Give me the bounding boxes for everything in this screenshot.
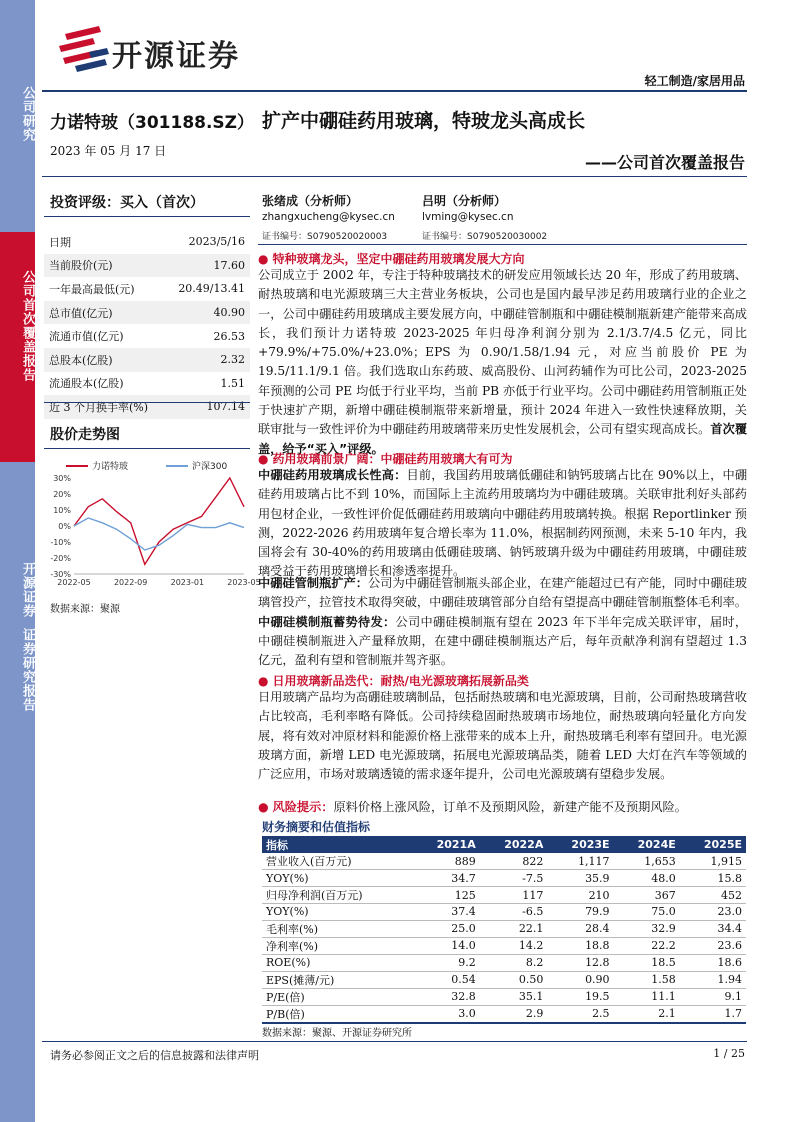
table-cell: 75.0 [614, 904, 680, 921]
table-cell: 48.0 [614, 870, 680, 887]
table-header-cell: 2024E [614, 836, 680, 853]
table-row [262, 954, 746, 971]
table-cell: ROE(%) [262, 954, 412, 971]
stats-value: 1.51 [220, 376, 245, 390]
table-row [262, 1005, 746, 1023]
financial-table [262, 836, 746, 1024]
table-cell: 2.5 [547, 1005, 613, 1023]
section-heading [258, 250, 747, 267]
table-cell: -7.5 [480, 870, 548, 887]
table-row [262, 904, 746, 921]
table-cell: 11.1 [614, 988, 680, 1005]
stats-row [44, 395, 250, 419]
table-cell: 889 [412, 853, 480, 870]
stats-value: 2023/5/16 [188, 235, 245, 249]
stats-label: 总市值(亿元) [49, 306, 113, 320]
analyst-email[interactable]: zhangxucheng@kysec.cn [262, 211, 395, 223]
table-cell: 19.5 [547, 988, 613, 1005]
table-cell: 822 [480, 853, 548, 870]
analyst-email[interactable]: lvming@kysec.cn [422, 211, 514, 223]
side-label-company-research: 公司研究 [20, 86, 35, 142]
y-tick-label: 20% [53, 490, 71, 499]
table-cell: 归母净利润(百万元) [262, 887, 412, 904]
section-title: 日用玻璃新品迭代：耐热/电光源玻璃拓展新品类 [272, 674, 529, 688]
table-cell: 2.9 [480, 1005, 548, 1023]
section-paragraph [258, 466, 747, 582]
table-row [262, 853, 746, 870]
table-cell: 3.0 [412, 1005, 480, 1023]
table-row [262, 887, 746, 904]
stats-label: 一年最高最低(元) [49, 282, 135, 296]
bullet-icon: ● [258, 800, 273, 814]
table-row [262, 937, 746, 954]
stats-row [44, 254, 250, 278]
chart-source: 数据来源：聚源 [50, 604, 120, 615]
stats-row [44, 348, 250, 372]
table-cell: 1.94 [680, 971, 746, 988]
stats-label: 流通股本(亿股) [49, 377, 124, 391]
section-paragraph [258, 688, 747, 784]
paragraph-text: 日用玻璃产品均为高硼硅玻璃制品，包括耐热玻璃和电光源玻璃，目前，公司耐热玻璃营收占比较高，毛利率略有降低。公司持续稳固耐热玻璃市场地位，耐热玻璃向轻量化方向发展，将有效对冲原材料和能源价格上涨带来的成本上升，耐热玻璃毛利率有望回升。电光源玻璃方面，新增 LED 电光源玻璃，拓展电光源玻璃品类，随着 LED 大灯在汽车等领域的广泛应用，市场对玻璃透镜的需求逐年提升，公司电光源玻璃有望稳步发展。 [258, 690, 747, 782]
table-cell: P/E(倍) [262, 988, 412, 1005]
table-cell: 营业收入(百万元) [262, 853, 412, 870]
section-heading [258, 450, 747, 467]
bullet-icon: ● [258, 252, 269, 266]
risk-text: 原料价格上涨风险，订单不及预期风险，新建产能不及预期风险。 [333, 800, 687, 814]
table-cell: 14.0 [412, 937, 480, 954]
table-source: 数据来源：聚源、开源证券研究所 [262, 1028, 412, 1039]
rating-conclusion: 首次覆盖，给予“买入”评级。 [258, 422, 748, 456]
x-tick-label: 2023-01 [170, 578, 205, 587]
trend-divider [44, 448, 250, 449]
table-cell: YOY(%) [262, 904, 412, 921]
stats-label: 近 3 个月换手率(%) [49, 400, 149, 414]
table-cell: 452 [680, 887, 746, 904]
table-cell: 0.50 [480, 971, 548, 988]
table-cell: YOY(%) [262, 870, 412, 887]
report-date: 2023 年 05 月 17 日 [50, 144, 167, 158]
bullet-icon: ● [258, 452, 269, 466]
stats-label: 流通市值(亿元) [49, 330, 124, 344]
analyst-name: 吕明（分析师） [422, 194, 507, 208]
table-cell: 14.2 [480, 937, 548, 954]
analyst-cert: 证书编号：S0790520030002 [422, 232, 548, 242]
table-cell: 22.1 [480, 920, 548, 937]
stats-value: 17.60 [213, 258, 245, 272]
table-cell: 18.5 [614, 954, 680, 971]
table-cell: 32.8 [412, 988, 480, 1005]
stats-label: 当前股价(元) [49, 259, 113, 273]
stats-value: 20.49/13.41 [178, 282, 245, 296]
stats-value: 26.53 [213, 329, 245, 343]
table-cell: 23.6 [680, 937, 746, 954]
section-paragraph [258, 266, 747, 459]
report-title: 扩产中硼硅药用玻璃，特玻龙头高成长 [262, 110, 586, 132]
analyst-divider [258, 244, 747, 245]
company-name: 力诺特玻（301188.SZ） [50, 113, 254, 133]
financial-table-title: 财务摘要和估值指标 [262, 820, 371, 834]
table-cell: 2.1 [614, 1005, 680, 1023]
x-tick-label: 2022-05 [57, 578, 91, 587]
stats-value: 40.90 [213, 306, 245, 320]
stats-row [44, 301, 250, 325]
table-cell: 1,117 [547, 853, 613, 870]
table-cell: 15.8 [680, 870, 746, 887]
table-header-cell: 2025E [680, 836, 746, 853]
table-cell: 37.4 [412, 904, 480, 921]
table-header-cell: 指标 [262, 836, 412, 853]
table-cell: 35.1 [480, 988, 548, 1005]
y-tick-label: -10% [50, 538, 71, 547]
y-tick-label: 30% [53, 474, 71, 483]
table-cell: 23.0 [680, 904, 746, 921]
paragraph-lead: 中硼硅药用玻璃成长性高： [258, 468, 407, 482]
logo-text: 开源证券 [112, 39, 240, 74]
stats-row [44, 324, 250, 348]
price-trend-chart [44, 456, 261, 592]
section-paragraph [258, 574, 747, 670]
page-number: 1 / 25 [713, 1047, 745, 1060]
stats-row [44, 372, 250, 396]
paragraph-lead: 中硼硅管制瓶扩产： [258, 576, 369, 590]
legend-label: 力诺特玻 [92, 462, 129, 472]
risk-title: 风险提示： [272, 800, 334, 814]
table-cell: 8.2 [480, 954, 548, 971]
paragraph-lead: 中硼硅模制瓶蓄势待发： [258, 614, 396, 629]
table-row [262, 988, 746, 1005]
side-label-broker: 开源证券 [20, 562, 35, 618]
rating-divider [44, 216, 250, 217]
table-cell: 210 [547, 887, 613, 904]
section-heading [258, 672, 747, 689]
table-cell: 22.2 [614, 937, 680, 954]
price-trend-title: 股价走势图 [50, 427, 120, 443]
table-cell: 32.9 [614, 920, 680, 937]
stats-divider [44, 402, 250, 403]
paragraph-text: 目前，我国药用玻璃低硼硅和钠钙玻璃占比在 90%以上，中硼硅药用玻璃占比不到 10%，而国际上主流药用玻璃均为中硼硅玻璃。关联审批利好头部药用包材企业，一致性评价促低硼硅药用玻璃向中硼硅药用玻璃转换。根据 Reportlinker 预测，2022-2026 药用玻璃年复合增长率为 11.0%，根据制药网预测，未来 5-10 年内，我国将会有 30-40%的药用玻璃由低硼硅玻璃、钠钙玻璃升级为中硼硅药用玻璃，中硼硅玻璃受益于药用玻璃增长和渗透率提升。 [258, 468, 748, 579]
investment-rating: 投资评级：买入（首次） [50, 195, 204, 211]
table-cell: 0.54 [412, 971, 480, 988]
side-label-report-type: 公司首次覆盖报告 [20, 270, 35, 382]
table-cell: 12.8 [547, 954, 613, 971]
y-tick-label: 0% [58, 522, 71, 531]
side-strip [0, 0, 35, 1122]
table-cell: 34.7 [412, 870, 480, 887]
series-line [74, 518, 244, 550]
stats-row [44, 230, 250, 254]
table-cell: 79.9 [547, 904, 613, 921]
paragraph-text: 公司中硼硅模制瓶有望在 2023 年下半年完成关联评审，届时，中硼硅模制瓶进入产量释放期，在建中硼硅模制瓶达产后，每年贡献净利润有望超过 1.3 亿元，盈利有望和管制瓶并驾齐驱。 [258, 614, 748, 668]
table-cell: 净利率(%) [262, 937, 412, 954]
table-cell: 0.90 [547, 971, 613, 988]
table-row [262, 971, 746, 988]
table-cell: 25.0 [412, 920, 480, 937]
analyst-name: 张绪成（分析师） [262, 194, 359, 208]
analyst-cert: 证书编号：S0790520020003 [262, 232, 388, 242]
table-cell: P/B(倍) [262, 1005, 412, 1023]
table-cell: 18.8 [547, 937, 613, 954]
table-cell: 34.4 [680, 920, 746, 937]
table-cell: 18.6 [680, 954, 746, 971]
risk-warning [258, 798, 747, 817]
table-cell: 1,915 [680, 853, 746, 870]
table-cell: 1.7 [680, 1005, 746, 1023]
y-tick-label: 10% [53, 506, 71, 515]
table-cell: 9.1 [680, 988, 746, 1005]
side-label-research-report: 证券研究报告 [20, 628, 35, 712]
table-row [262, 870, 746, 887]
table-cell: 117 [480, 887, 548, 904]
table-cell: 367 [614, 887, 680, 904]
stats-label: 日期 [49, 235, 71, 249]
table-cell: EPS(摊薄/元) [262, 971, 412, 988]
footer-divider [42, 1041, 747, 1042]
table-cell: 125 [412, 887, 480, 904]
footer-disclaimer: 请务必参阅正文之后的信息披露和法律声明 [50, 1049, 259, 1062]
table-cell: 9.2 [412, 954, 480, 971]
table-header-row [262, 836, 746, 853]
paragraph-text: 公司为中硼硅管制瓶头部企业，在建产能超过已有产能，同时中硼硅玻璃管投产，拉管技术取得突破，中硼硅玻璃管部分自给有望提高中硼硅管制瓶整体毛利率。 [258, 576, 748, 610]
table-header-cell: 2022A [480, 836, 548, 853]
table-cell: 28.4 [547, 920, 613, 937]
header-divider [42, 90, 747, 92]
table-cell: 35.9 [547, 870, 613, 887]
bullet-icon: ● [258, 674, 269, 688]
industry-label: 轻工制造/家居用品 [644, 74, 745, 88]
section-title: 药用玻璃前景广阔：中硼硅药用玻璃大有可为 [272, 452, 513, 466]
table-row [262, 920, 746, 937]
stock-stats-table [44, 230, 250, 419]
table-cell: 1,653 [614, 853, 680, 870]
x-tick-label: 2023-05 [227, 578, 261, 587]
y-tick-label: -30% [50, 570, 71, 579]
table-cell: -6.5 [480, 904, 548, 921]
table-cell: 1.58 [614, 971, 680, 988]
stats-value: 2.32 [220, 353, 245, 367]
stats-row [44, 277, 250, 301]
table-cell: 毛利率(%) [262, 920, 412, 937]
table-header-cell: 2023E [547, 836, 613, 853]
stats-label: 总股本(亿股) [49, 353, 113, 367]
table-header-cell: 2021A [412, 836, 480, 853]
paragraph-text: 公司成立于 2002 年，专注于特种玻璃技术的研发应用领域长达 20 年，形成了药用玻璃、耐热玻璃和电光源玻璃三大主营业务板块，公司也是国内最早涉足药用玻璃行业的企业之一，公司中硼硅药用玻璃成主要发展方向，中硼硅管制瓶和中硼硅模制瓶新建产能带来高成长，我们预计力诺特玻 2023-2025 年归母净利润分别为 2.1/3.7/4.5 亿元，同比+79.9%/+75.0%/+23.0%；EPS 为 0.90/1.58/1.94 元，对应当前股价 PE 为 19.5/11.1/9.1 倍。我们选取山东药玻、威高股份、山河药辅作为可比公司，2023-2025 年预测的公司 PE 均低于行业平均，当前 PB 亦低于行业平均。公司中硼硅药用管制瓶正处于快速扩产期，新增中硼硅模制瓶带来新增量，预计 2024 年进入一致性快速释放期，关联审批与一致性评价为中硼硅药用玻璃带来历史性发展机会，公司有望实现高成长。 [258, 268, 747, 437]
legend-label: 沪深300 [192, 462, 228, 472]
x-tick-label: 2022-09 [113, 578, 148, 587]
section-title: 特种玻璃龙头，坚定中硼硅药用玻璃发展大方向 [272, 252, 525, 266]
y-tick-label: -20% [50, 554, 71, 563]
report-subtitle: ——公司首次覆盖报告 [584, 153, 745, 172]
stats-value: 107.14 [206, 400, 245, 414]
title-divider [42, 176, 747, 177]
